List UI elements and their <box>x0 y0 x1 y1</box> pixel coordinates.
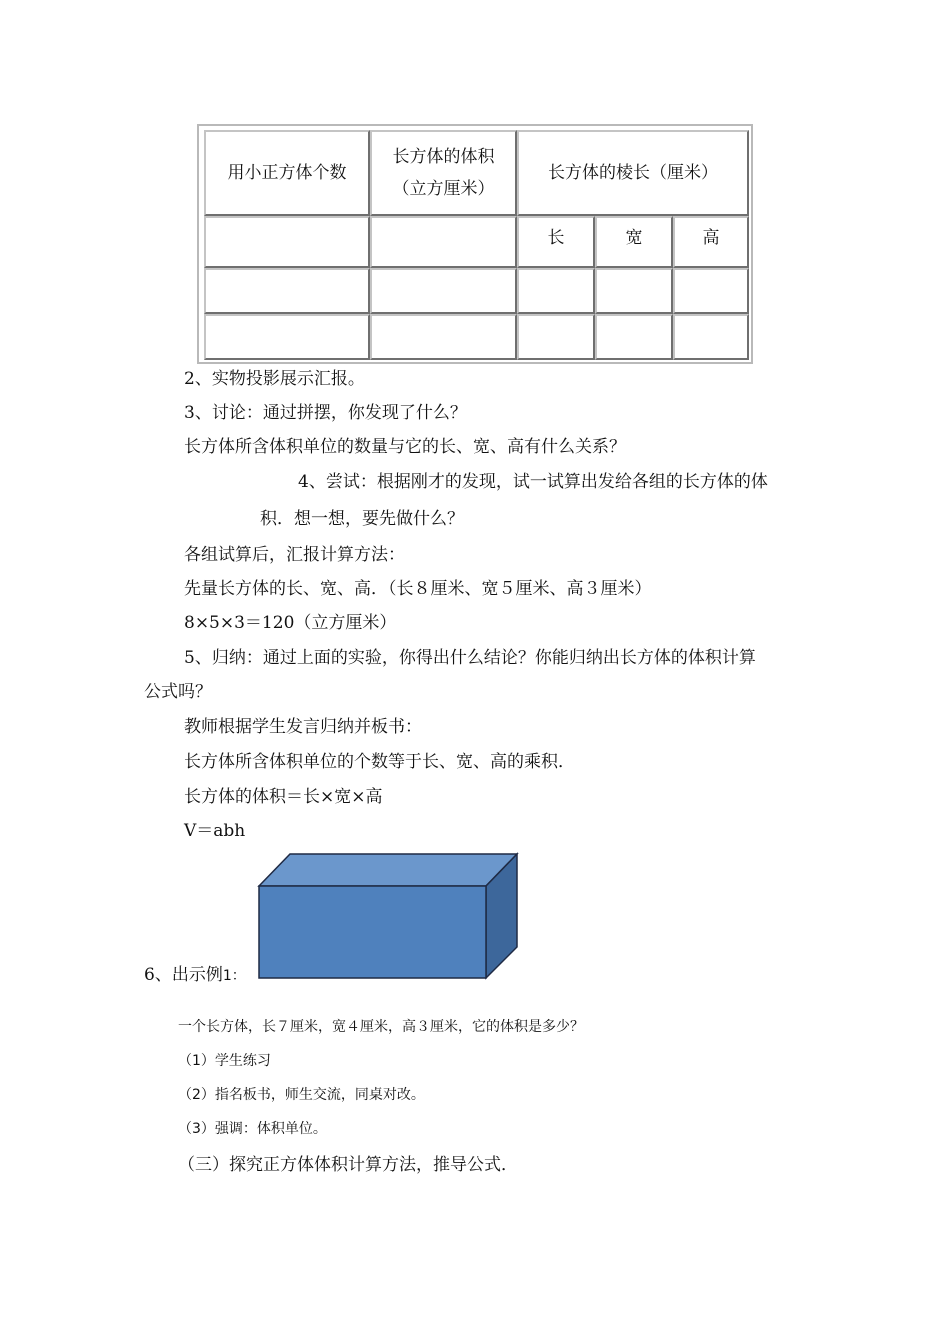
header-length-label: 长 <box>547 228 565 248</box>
paragraph: 各组试算后，汇报计算方法： <box>184 545 405 565</box>
paragraph: 3、讨论：通过拼摆，你发现了什么？ <box>184 403 467 423</box>
formula-line: 8×5×3＝120（立方厘米） <box>184 613 397 633</box>
header-edge-length-label: 长方体的棱长（厘米） <box>548 163 718 183</box>
list-item: （3）强调：体积单位。 <box>178 1121 327 1137</box>
paragraph: 长方体所含体积单位的数量与它的长、宽、高有什么关系？ <box>184 437 626 457</box>
header-width-label: 宽 <box>625 228 643 248</box>
list-item: （2）指名板书，师生交流，同桌对改。 <box>178 1087 425 1103</box>
paragraph: 2、实物投影展示汇报。 <box>184 369 365 389</box>
cuboid-top-face <box>259 854 517 886</box>
paragraph: 公式吗？ <box>144 682 212 702</box>
data-table <box>197 124 753 364</box>
header-height-label: 高 <box>702 228 720 248</box>
example-heading-number: 1： <box>222 968 246 984</box>
list-item: （1）学生练习 <box>178 1053 271 1069</box>
table-cell <box>673 314 749 360</box>
table-cell <box>517 268 595 314</box>
paragraph: 先量长方体的长、宽、高．（长８厘米、宽５厘米、高３厘米） <box>184 579 652 599</box>
example-heading-text: 6、出示例 <box>144 965 223 985</box>
paragraph: 教师根据学生发言归纳并板书： <box>184 717 422 737</box>
table-cell <box>204 268 370 314</box>
table-cell <box>370 314 517 360</box>
paragraph: 4、尝试：根据刚才的发现，试一试算出发给各组的长方体的体 <box>298 472 768 492</box>
formula-line: 长方体的体积＝长×宽×高 <box>184 787 383 807</box>
table-cell <box>204 314 370 360</box>
example-heading <box>144 964 246 987</box>
paragraph: 长方体所含体积单位的个数等于长、宽、高的乘积． <box>184 752 575 772</box>
table-cell <box>673 268 749 314</box>
header-cube-count-label: 用小正方体个数 <box>227 163 347 183</box>
header-width <box>595 216 673 268</box>
table-cell <box>370 268 517 314</box>
paragraph: 积．想一想，要先做什么？ <box>260 509 464 529</box>
table-cell <box>595 314 673 360</box>
table-cell <box>595 268 673 314</box>
section-heading: （三）探究正方体体积计算方法，推导公式． <box>178 1155 518 1175</box>
header-edge-length <box>517 130 749 216</box>
example-question: 一个长方体，长７厘米，宽４厘米，高３厘米，它的体积是多少？ <box>178 1019 584 1035</box>
header-cube-count <box>204 130 370 216</box>
paragraph: 5、归纳：通过上面的实验，你得出什么结论？你能归纳出长方体的体积计算 <box>184 648 756 668</box>
header-volume <box>370 130 517 216</box>
header-length <box>517 216 595 268</box>
cuboid-front-face <box>259 886 486 978</box>
header-volume-unit: （立方厘米） <box>392 179 495 199</box>
cuboid-illustration <box>255 850 525 985</box>
header-height <box>673 216 749 268</box>
table-cell <box>204 216 370 268</box>
table-cell <box>370 216 517 268</box>
formula-line: V＝abh <box>184 821 246 841</box>
header-volume-label: 长方体的体积 <box>392 147 495 167</box>
table-cell <box>517 314 595 360</box>
